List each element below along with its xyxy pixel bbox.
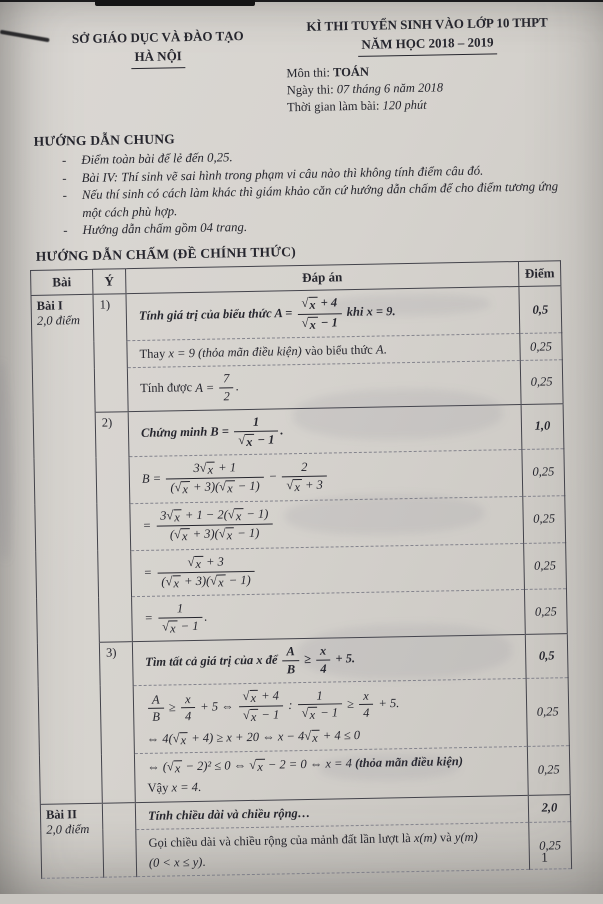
- sqrt: √ x: [173, 732, 189, 748]
- col-header-bai: Bài: [31, 270, 93, 296]
- fraction: $\frac{A}{B}$: [282, 644, 299, 677]
- points-cell: 0,5: [525, 634, 568, 678]
- fraction: 1 √ x − 1: [158, 601, 203, 636]
- general-guidelines-title: HƯỚNG DẪN CHUNG: [33, 131, 176, 150]
- guideline-text: Nếu thí sinh có cách làm khác thì giám khảo căn cứ hướng dẫn chấm để cho điểm tương ứng một cách phù hợp.: [81, 179, 559, 220]
- answer-cell: = 1 √ x − 1 .: [132, 590, 526, 642]
- sqrt: √ x: [174, 528, 190, 544]
- points-cell: 0,25: [526, 678, 569, 747]
- sqrt: √ x: [304, 729, 320, 745]
- sqrt: √ x: [242, 690, 258, 706]
- points-cell: 1,0: [521, 404, 564, 450]
- exam-meta: [284, 60, 572, 117]
- fraction: 3 √ x + 1 ( √ x + 3)( √ x − 1): [166, 460, 264, 498]
- subject-label: Môn thi:: [286, 65, 331, 80]
- fraction: 3 √ x + 1 − 2( √ x − 1) ( √ x + 3)( √ x − 1): [156, 506, 273, 544]
- sqrt: √ x: [249, 759, 265, 775]
- fraction: 2 √ x + 3: [282, 459, 327, 494]
- fraction: $\frac{A}{B}$: [148, 692, 164, 725]
- sqrt: √ x: [210, 574, 226, 590]
- sqrt: √ x: [162, 620, 178, 636]
- y-cell: 3): [99, 642, 135, 803]
- fraction: √ x + 4 √ x − 1: [238, 688, 283, 725]
- bai-title: Bài I: [36, 298, 63, 314]
- bleed-through-mark: [0, 361, 13, 561]
- answer-cell: Tính chiều dài và chiều rộng…: [135, 795, 528, 829]
- answer-cell: = √ x + 3 ( √ x + 3)( √ x − 1): [131, 543, 525, 597]
- date-label: Ngày thi:: [286, 82, 334, 98]
- bai-cell: [31, 295, 102, 804]
- fraction: 1 √ x − 1: [297, 688, 342, 723]
- photo-top-edge: [0, 0, 603, 2]
- points-cell: 0,25: [524, 589, 567, 635]
- sqrt: √ x: [301, 316, 317, 332]
- y-cell: [102, 802, 136, 877]
- points-cell: 0,25: [520, 360, 563, 404]
- fraction: √ x + 4 √ x − 1: [297, 296, 342, 333]
- document-header: [32, 13, 573, 121]
- exam-title-block: [283, 13, 572, 117]
- y-cell: 2): [95, 412, 132, 643]
- fraction: $\frac{x}{4}$: [181, 692, 196, 725]
- points-cell: 0,25: [520, 333, 562, 361]
- duration-label: Thời gian làm bài:: [286, 98, 380, 115]
- general-guidelines-list: [34, 143, 575, 240]
- sqrt: √ x: [243, 709, 259, 725]
- sqrt: √ x: [219, 481, 235, 497]
- answer-table-body: [31, 286, 572, 879]
- issuing-org-line1: SỞ GIÁO DỤC VÀ ĐÀO TẠO: [71, 28, 244, 47]
- answer-cell: Tính giá trị của biểu thức A = √ x + 4 √ x − 1 khi x = 9.: [126, 287, 520, 341]
- sqrt: √ x: [228, 508, 244, 524]
- points-cell: 0,5: [519, 286, 562, 334]
- sqrt: √ x: [187, 555, 203, 571]
- subject-value: TOÁN: [332, 64, 370, 80]
- answer-cell: Chứng minh B = 1 √ x − 1 .: [128, 404, 522, 456]
- guideline-text: Hướng dẫn chấm gồm 04 trang.: [82, 219, 248, 237]
- sqrt: √ x: [174, 481, 190, 497]
- sqrt: √ x: [286, 479, 302, 495]
- sqrt: √ x: [166, 509, 182, 525]
- points-cell: 0,25: [529, 822, 572, 870]
- sqrt: √ x: [302, 707, 318, 723]
- answer-cell: $\frac{A}{B}$ ≥ $\frac{x}{4}$ + 5 ⇔ √ x + 4 √ x − 1 : 1 √ x − 1 ≥ $\frac{x}{4}$ + 5. ⇔ 4( √ x + 4) ≥ x + 20 ⇔ x − 4 √ x + 4 ≤ 0: [133, 678, 527, 753]
- marking-guide-title: HƯỚNG DẪN CHẤM (ĐỀ CHÍNH THỨC): [35, 244, 297, 265]
- points-cell: 0,25: [522, 449, 565, 497]
- sqrt: √ x: [219, 527, 235, 543]
- guideline-text: Điểm toàn bài để lẻ đến 0,25.: [81, 150, 233, 168]
- issuing-org-line2: HÀ NỘI: [131, 47, 185, 69]
- bai-points: 2,0 điểm: [46, 821, 90, 837]
- bai-cell: [40, 803, 103, 879]
- bullet-dash: -: [61, 153, 67, 168]
- answer-cell: ⇔ ( √ x − 2)² ≤ 0 ⇔ √ x − 2 = 0 ⇔ x = 4 (thỏa mãn điều kiện) Vậy x = 4.: [134, 746, 528, 802]
- photo-top-edge-thick: [95, 0, 255, 6]
- answer-cell: = 3 √ x + 1 − 2( √ x − 1) ( √ x + 3)( √ x − 1): [130, 496, 524, 550]
- y-cell: 1): [93, 294, 128, 412]
- sqrt: √ x: [167, 760, 183, 776]
- date-value: 07 tháng 6 năm 2018: [336, 80, 444, 97]
- points-cell: 0,25: [524, 542, 567, 590]
- sqrt: √ x: [238, 434, 254, 450]
- fraction: $\frac{7}{2}$: [219, 372, 234, 405]
- bai-points: 2,0 điểm: [36, 313, 81, 329]
- answer-cell: Tìm tất cả giá trị của x để $\frac{A}{B}$ ≥ $\frac{x}{4}$ + 5.: [132, 635, 526, 686]
- bullet-dash: -: [62, 188, 68, 203]
- fraction: √ x + 3 ( √ x + 3)( √ x − 1): [157, 553, 255, 591]
- answer-cell: B = 3 √ x + 1 ( √ x + 3)( √ x − 1) − 2 √ x + 3: [129, 449, 523, 503]
- col-header-dapan: Đáp án: [126, 262, 519, 294]
- fraction: $\frac{x}{4}$: [316, 644, 331, 677]
- page-number: 1: [540, 849, 549, 865]
- points-cell: 2,0: [528, 794, 570, 822]
- answer-cell: Tính được A = $\frac{7}{2}$ .: [127, 361, 521, 412]
- col-header-y: Ý: [93, 269, 126, 295]
- col-header-diem: Điểm: [518, 261, 560, 287]
- guideline-text: Bài IV: Thí sinh vẽ sai hình trong phạm vi câu nào thì không tính điểm câu đó.: [81, 163, 484, 185]
- answer-table: [30, 261, 572, 880]
- exam-title-line2: NĂM HỌC 2018 – 2019: [358, 33, 497, 56]
- bai-title: Bài II: [45, 806, 78, 822]
- exam-title-line1: KÌ THI TUYỂN SINH VÀO LỚP 10 THPT: [306, 14, 548, 34]
- issuing-org-block: [32, 18, 285, 70]
- answer-cell: Thay x = 9 (thỏa mãn điều kiện) vào biểu thức A.: [127, 334, 520, 368]
- sqrt: √ x: [301, 297, 317, 313]
- points-cell: 0,25: [527, 746, 570, 795]
- fraction: $\frac{x}{4}$: [359, 688, 374, 721]
- duration-value: 120 phút: [382, 97, 427, 113]
- bullet-dash: -: [62, 171, 67, 186]
- sqrt: √ x: [200, 462, 216, 478]
- bullet-dash: -: [63, 223, 68, 238]
- fraction: 1 √ x − 1: [234, 414, 279, 449]
- points-cell: 0,25: [523, 495, 566, 543]
- answer-cell: Gọi chiều dài và chiều rộng của mảnh đất lần lượt là x(m) và y(m) (0 < x ≤ y).: [136, 822, 530, 877]
- sqrt: √ x: [165, 575, 181, 591]
